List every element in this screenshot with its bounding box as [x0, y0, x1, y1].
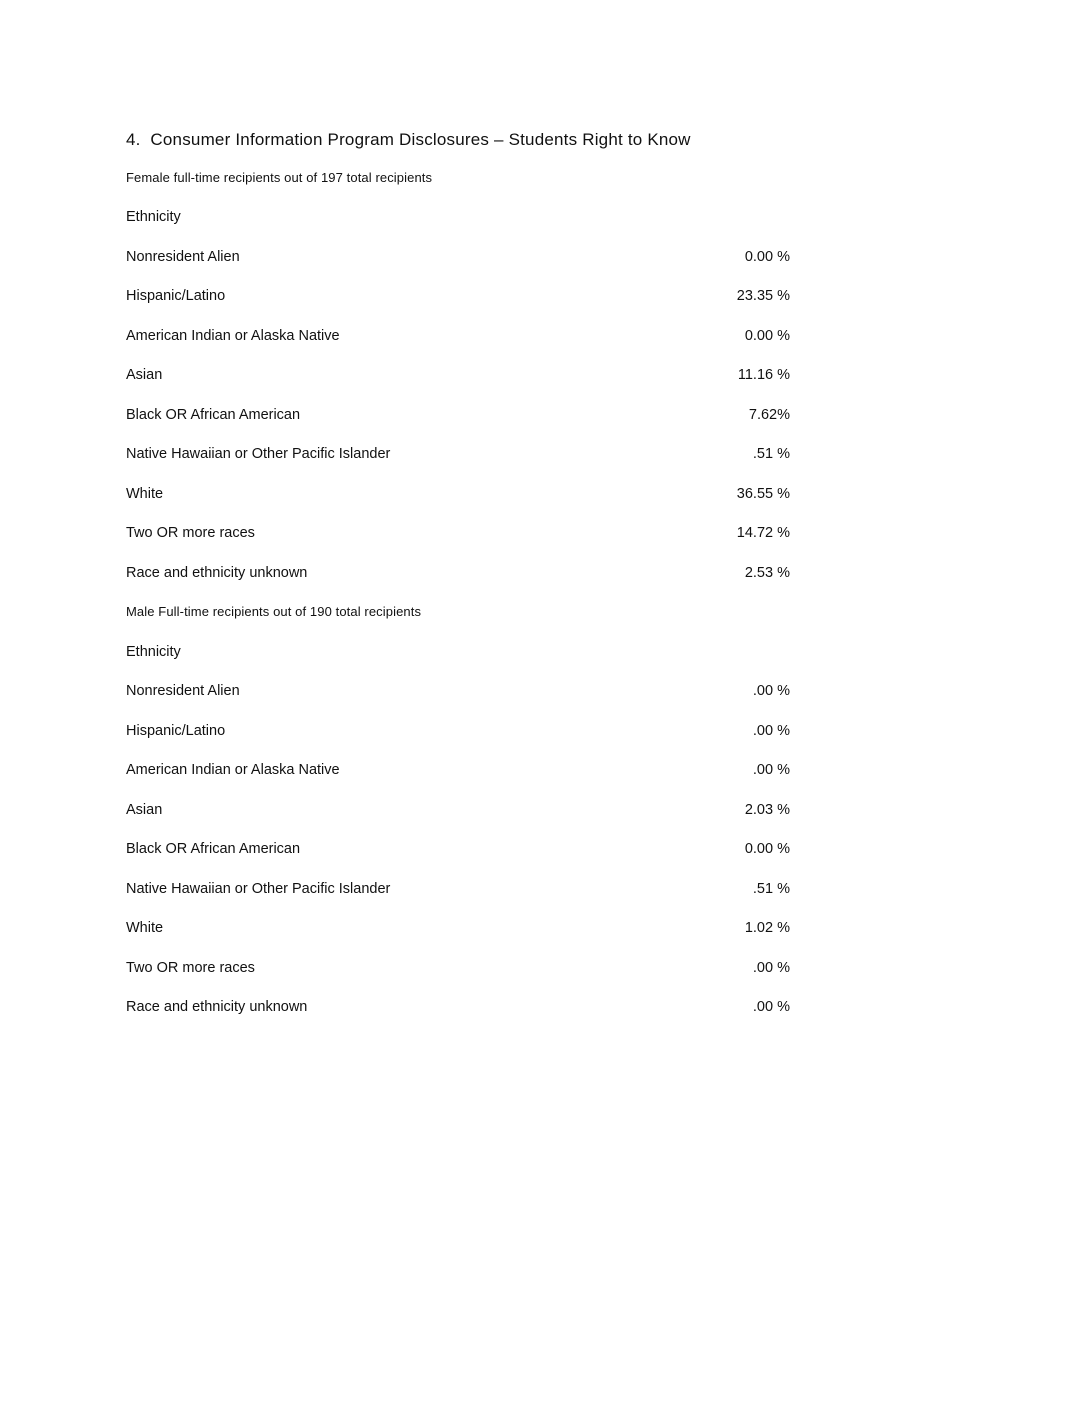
ethnicity-label: Hispanic/Latino: [126, 722, 226, 739]
ethnicity-label: Black OR African American: [126, 841, 301, 857]
percent-value: 36.55 %: [736, 485, 790, 502]
percent-value: 7.62%: [748, 406, 790, 423]
ethnicity-label: Native Hawaiian or Other Pacific Islander: [126, 446, 391, 462]
ethnicity-group-label-female: Ethnicity: [126, 209, 181, 225]
percent-value: 0.00 %: [744, 841, 790, 857]
ethnicity-row: [126, 367, 790, 407]
percent-value: 11.16 %: [737, 367, 790, 383]
percent-value: .00 %: [752, 959, 790, 976]
ethnicity-row: [126, 565, 790, 605]
document-body: [126, 130, 790, 1039]
ethnicity-label: Hispanic/Latino: [126, 288, 226, 304]
percent-value: 1.02 %: [744, 920, 790, 936]
percent-value: .00 %: [752, 722, 790, 739]
ethnicity-row: [126, 920, 790, 960]
percent-value: 0.00 %: [744, 327, 790, 344]
percent-value: .51 %: [752, 880, 790, 897]
ethnicity-label: Two OR more races: [126, 525, 255, 541]
ethnicity-row: [126, 328, 790, 368]
ethnicity-row: [126, 881, 790, 921]
percent-value: 14.72 %: [736, 525, 790, 541]
ethnicity-row: [126, 960, 790, 1000]
ethnicity-label: White: [126, 920, 164, 936]
document-title: 4. Consumer Information Program Disclosures – Students Right to Know: [126, 130, 691, 149]
ethnicity-row: [126, 841, 790, 881]
ethnicity-row: [126, 683, 790, 723]
percent-value: 2.53 %: [744, 564, 790, 581]
percent-value: .00 %: [752, 683, 790, 699]
ethnicity-row: [126, 723, 790, 763]
ethnicity-row: [126, 802, 790, 842]
ethnicity-label: Native Hawaiian or Other Pacific Islander: [126, 880, 391, 897]
section-heading-male: Male Full-time recipients out of 190 total recipients: [126, 604, 422, 619]
ethnicity-label: Nonresident Alien: [126, 248, 240, 265]
ethnicity-label: Asian: [126, 367, 163, 383]
ethnicity-row: [126, 288, 790, 328]
ethnicity-row: [126, 249, 790, 289]
ethnicity-label: Black OR African American: [126, 406, 301, 423]
ethnicity-label: White: [126, 485, 164, 502]
percent-value: 23.35 %: [736, 288, 790, 304]
ethnicity-label: Race and ethnicity unknown: [126, 999, 308, 1015]
ethnicity-label: Nonresident Alien: [126, 683, 240, 699]
ethnicity-label: American Indian or Alaska Native: [126, 327, 340, 344]
percent-value: .51 %: [752, 446, 790, 462]
ethnicity-label: Race and ethnicity unknown: [126, 564, 308, 581]
percent-value: 2.03 %: [744, 801, 790, 818]
ethnicity-label: Two OR more races: [126, 959, 255, 976]
percent-value: .00 %: [752, 999, 790, 1015]
ethnicity-group-label-male: Ethnicity: [126, 643, 181, 660]
ethnicity-row: [126, 407, 790, 447]
ethnicity-row: [126, 999, 790, 1039]
ethnicity-row: [126, 486, 790, 526]
ethnicity-row: [126, 762, 790, 802]
percent-value: .00 %: [752, 762, 790, 778]
ethnicity-label: Asian: [126, 801, 163, 818]
ethnicity-row: [126, 446, 790, 486]
percent-value: 0.00 %: [744, 248, 790, 265]
ethnicity-label: American Indian or Alaska Native: [126, 762, 340, 778]
ethnicity-row: [126, 525, 790, 565]
section-heading-female: Female full-time recipients out of 197 total recipients: [126, 169, 433, 185]
